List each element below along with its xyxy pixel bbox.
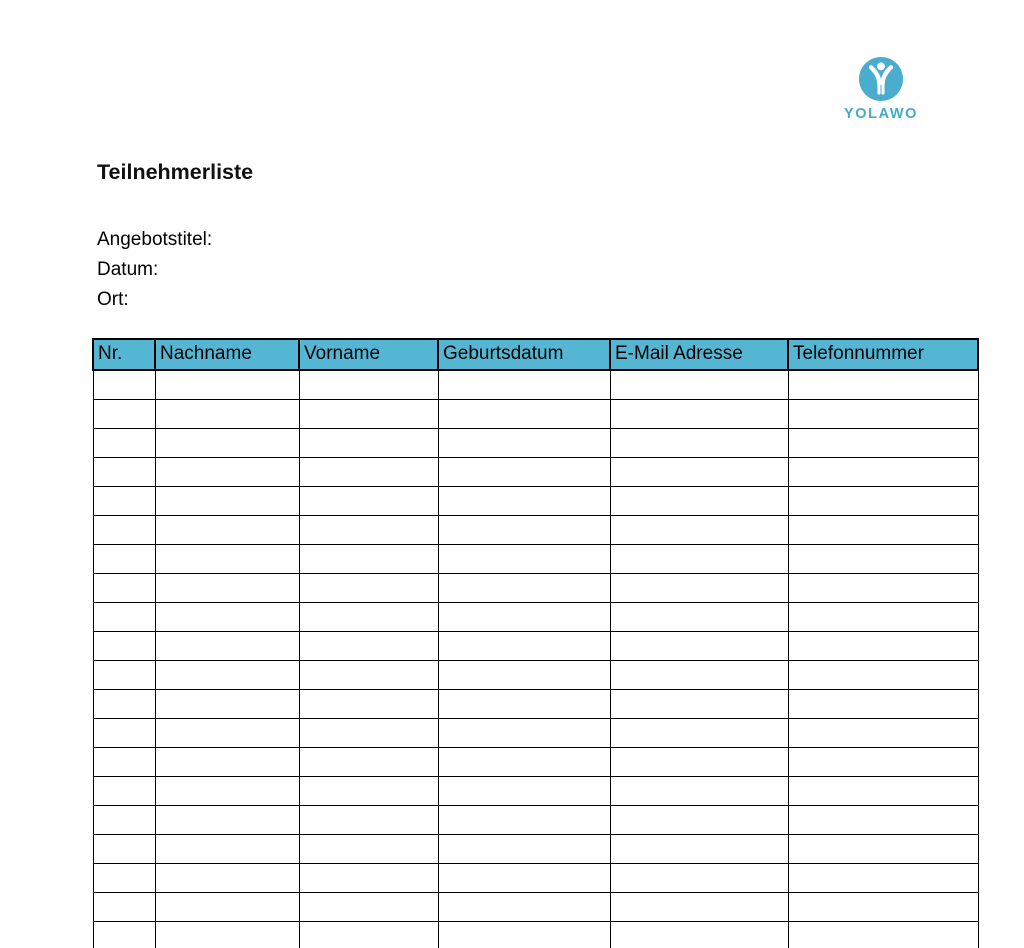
table-cell [299, 603, 438, 632]
table-row [93, 487, 978, 516]
table-cell [155, 370, 299, 400]
table-row [93, 893, 978, 922]
table-cell [93, 400, 155, 429]
column-header-geburtsdatum: Geburtsdatum [438, 339, 610, 370]
table-row [93, 603, 978, 632]
table-cell [93, 458, 155, 487]
table-cell [93, 690, 155, 719]
table-cell [155, 864, 299, 893]
table-cell [93, 632, 155, 661]
table-cell [788, 748, 978, 777]
table-cell [788, 864, 978, 893]
table-cell [299, 864, 438, 893]
table-row [93, 632, 978, 661]
table-cell [788, 893, 978, 922]
table-row [93, 400, 978, 429]
page-title: Teilnehmerliste [97, 160, 254, 184]
table-cell [438, 516, 610, 545]
table-cell [438, 661, 610, 690]
table-cell [788, 661, 978, 690]
column-header-telefonnummer: Telefonnummer [788, 339, 978, 370]
table-cell [155, 400, 299, 429]
table-cell [155, 690, 299, 719]
column-header-vorname: Vorname [299, 339, 438, 370]
table-cell [610, 458, 788, 487]
table-cell [788, 922, 978, 948]
table-cell [788, 690, 978, 719]
table-cell [788, 516, 978, 545]
table-cell [299, 458, 438, 487]
table-cell [610, 370, 788, 400]
table-cell [299, 835, 438, 864]
table-cell [155, 516, 299, 545]
table-cell [438, 777, 610, 806]
table-cell [93, 487, 155, 516]
table-cell [610, 545, 788, 574]
table-cell [299, 429, 438, 458]
table-cell [610, 400, 788, 429]
table-cell [93, 922, 155, 948]
table-cell [610, 690, 788, 719]
table-cell [438, 719, 610, 748]
table-row [93, 835, 978, 864]
table-cell [610, 806, 788, 835]
table-cell [93, 603, 155, 632]
table-cell [788, 777, 978, 806]
table-cell [610, 632, 788, 661]
table-cell [610, 661, 788, 690]
table-cell [788, 400, 978, 429]
table-cell [299, 545, 438, 574]
table-cell [299, 574, 438, 603]
table-row [93, 690, 978, 719]
table-cell [155, 545, 299, 574]
yolawo-person-icon [858, 56, 904, 102]
table-cell [93, 835, 155, 864]
table-cell [93, 574, 155, 603]
table-row [93, 748, 978, 777]
table-cell [299, 922, 438, 948]
table-cell [93, 864, 155, 893]
table-cell [788, 806, 978, 835]
table-cell [155, 893, 299, 922]
table-cell [788, 719, 978, 748]
brand-logo [841, 56, 921, 122]
table-cell [438, 545, 610, 574]
table-cell [610, 719, 788, 748]
table-cell [438, 603, 610, 632]
table-cell [610, 603, 788, 632]
column-header-nr: Nr. [93, 339, 155, 370]
table-cell [610, 893, 788, 922]
table-cell [438, 835, 610, 864]
table-cell [155, 922, 299, 948]
table-cell [788, 487, 978, 516]
table-cell [155, 574, 299, 603]
table-cell [299, 661, 438, 690]
table-cell [610, 487, 788, 516]
table-cell [155, 777, 299, 806]
table-cell [155, 748, 299, 777]
table-cell [93, 777, 155, 806]
table-row [93, 661, 978, 690]
table-cell [299, 370, 438, 400]
field-label-ort: Ort: [97, 289, 129, 310]
table-cell [93, 370, 155, 400]
field-label-datum: Datum: [97, 259, 159, 280]
table-cell [788, 632, 978, 661]
table-cell [299, 400, 438, 429]
table-cell [788, 603, 978, 632]
table-cell [155, 806, 299, 835]
table-cell [155, 661, 299, 690]
table-cell [610, 922, 788, 948]
table-cell [610, 864, 788, 893]
table-cell [438, 806, 610, 835]
table-row [93, 429, 978, 458]
table-row [93, 458, 978, 487]
table-cell [788, 835, 978, 864]
table-cell [93, 806, 155, 835]
table-cell [299, 632, 438, 661]
table-cell [299, 516, 438, 545]
table-cell [299, 893, 438, 922]
table-cell [610, 574, 788, 603]
table-cell [438, 922, 610, 948]
table-cell [438, 370, 610, 400]
table-cell [610, 777, 788, 806]
table-cell [610, 429, 788, 458]
table-cell [438, 632, 610, 661]
table-cell [155, 719, 299, 748]
table-cell [93, 429, 155, 458]
table-cell [93, 719, 155, 748]
table-cell [93, 748, 155, 777]
brand-name: YOLAWO [843, 106, 919, 122]
table-cell [788, 574, 978, 603]
table-header-row [93, 339, 978, 370]
table-cell [438, 748, 610, 777]
table-cell [155, 603, 299, 632]
table-cell [438, 574, 610, 603]
table-row [93, 777, 978, 806]
meta-fields [97, 225, 212, 315]
table-row [93, 574, 978, 603]
table-cell [438, 458, 610, 487]
table-cell [438, 400, 610, 429]
table-cell [788, 458, 978, 487]
column-header-e-mail-adresse: E-Mail Adresse [610, 339, 788, 370]
table-row [93, 719, 978, 748]
table-cell [610, 835, 788, 864]
table-cell [788, 370, 978, 400]
table-row [93, 864, 978, 893]
table-cell [93, 516, 155, 545]
table-cell [438, 487, 610, 516]
table-cell [93, 545, 155, 574]
table-cell [610, 748, 788, 777]
table-cell [788, 429, 978, 458]
table-cell [438, 690, 610, 719]
table-cell [155, 835, 299, 864]
table-cell [438, 893, 610, 922]
table-cell [155, 632, 299, 661]
table-cell [438, 429, 610, 458]
table-row [93, 922, 978, 948]
table-row [93, 370, 978, 400]
table-cell [610, 516, 788, 545]
participants-table [92, 338, 979, 948]
table-cell [155, 429, 299, 458]
table-cell [155, 458, 299, 487]
table-cell [299, 748, 438, 777]
table-cell [299, 777, 438, 806]
table-cell [788, 545, 978, 574]
table-cell [299, 487, 438, 516]
table-cell [299, 719, 438, 748]
table-cell [93, 893, 155, 922]
table-row [93, 545, 978, 574]
table-cell [299, 806, 438, 835]
table-cell [155, 487, 299, 516]
table-cell [93, 661, 155, 690]
column-header-nachname: Nachname [155, 339, 299, 370]
table-row [93, 806, 978, 835]
table-cell [438, 864, 610, 893]
table-cell [299, 690, 438, 719]
field-label-angebotstitel: Angebotstitel: [97, 229, 213, 250]
table-row [93, 516, 978, 545]
